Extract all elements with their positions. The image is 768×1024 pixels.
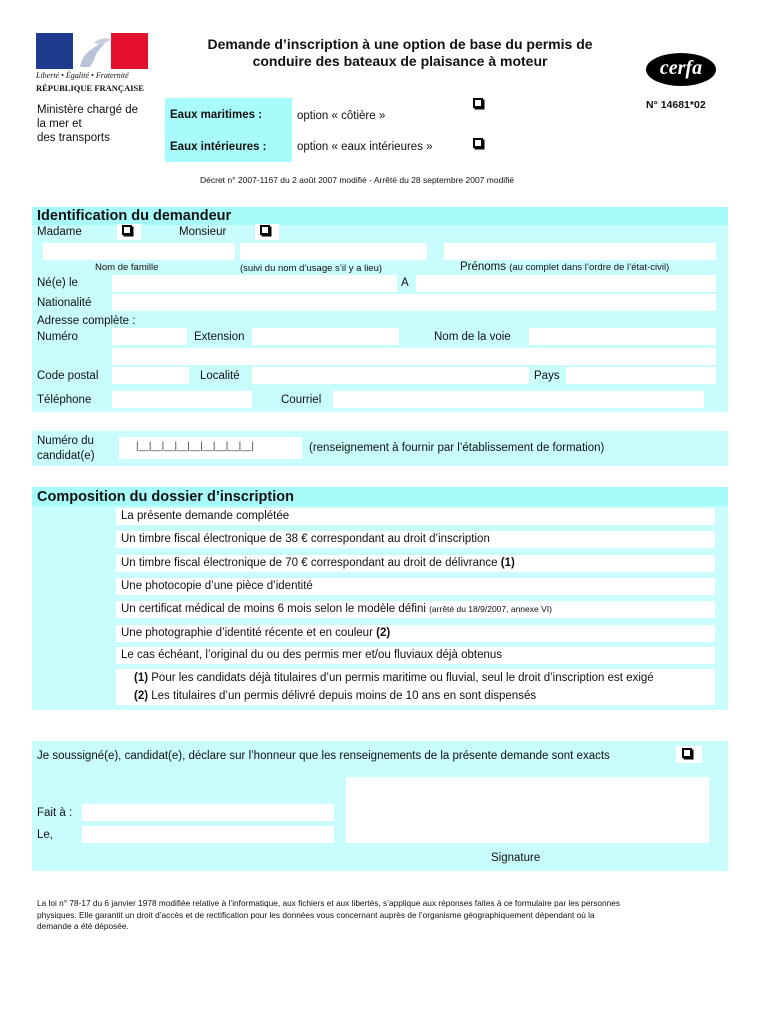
pays-input[interactable]: [566, 367, 716, 384]
dossier-item-text: Le cas échéant, l’original du ou des permis mer et/ou fluviaux déjà obtenus: [121, 649, 503, 661]
code-postal-input[interactable]: [112, 367, 189, 384]
privacy-notice: [37, 898, 727, 933]
nom-famille-label: Nom de famille: [95, 262, 159, 273]
declaration-checkbox[interactable]: [682, 748, 692, 758]
option-interieures-checkbox[interactable]: [473, 138, 483, 148]
dossier-title: Composition du dossier d’inscription: [37, 489, 294, 505]
nationalite-label: Nationalité: [37, 297, 92, 309]
declaration-text: Je soussigné(e), candidat(e), déclare sur l’honneur que les renseignements de la présente demande sont exacts: [37, 750, 610, 762]
telephone-input[interactable]: [112, 391, 252, 408]
note2-text: Les titulaires d’un permis délivré depuis moins de 10 ans en sont dispensés: [151, 690, 537, 702]
prenoms-label-text: Prénoms: [460, 261, 507, 273]
dossier-item-ref: (1): [500, 557, 515, 569]
note1-text: Pour les candidats déjà titulaires d’un permis maritime ou fluvial, seul le droit d’inscription est exigé: [151, 672, 654, 684]
dossier-item: [116, 578, 715, 595]
signature-label: Signature: [491, 852, 541, 864]
madame-checkbox[interactable]: [122, 225, 132, 235]
privacy-line1: La loi n° 78-17 du 6 janvier 1978 modifiée relative à l’informatique, aux fichiers et aux libertés, s’applique aux réponses faites à ce formulaire par les personnes: [37, 898, 621, 908]
note1-ref: (1): [134, 672, 149, 684]
decree-reference: Décret n° 2007-1167 du 2 août 2007 modifié - Arrêté du 28 septembre 2007 modifié: [200, 175, 515, 185]
dossier-item: [116, 508, 715, 525]
prenoms-label: [460, 261, 669, 273]
adresse-label: Adresse complète :: [37, 315, 136, 327]
le-label: Le,: [37, 829, 53, 841]
nom-famille-input[interactable]: [43, 243, 235, 260]
monsieur-checkbox[interactable]: [260, 225, 270, 235]
dossier-note-2: [134, 690, 536, 702]
dossier-item-text: Un timbre fiscal électronique de 70 € correspondant au droit de délivrance: [121, 557, 498, 569]
marianne-flag-icon: [36, 33, 148, 69]
ne-le-input[interactable]: [112, 275, 397, 292]
form-number: N° 14681*02: [646, 99, 706, 111]
lieu-naissance-input[interactable]: [416, 275, 716, 292]
option-cotiere-checkbox[interactable]: [473, 98, 483, 108]
option-cotiere-label: option « côtière »: [297, 110, 386, 122]
numero-input[interactable]: [112, 328, 187, 345]
localite-input[interactable]: [252, 367, 529, 384]
extension-label: Extension: [194, 331, 245, 343]
dossier-item-text: La présente demande complétée: [121, 510, 290, 522]
lieu-naissance-label: A: [401, 277, 409, 289]
privacy-line3: demande a été déposée.: [37, 921, 129, 931]
candidate-number-mask: |__|__|__|__|__|__|__|__|__|: [136, 441, 254, 452]
adresse-complement-input[interactable]: [112, 348, 716, 365]
nationalite-input[interactable]: [112, 294, 716, 311]
candidate-note: (renseignement à fournir par l’établissement de formation): [309, 442, 605, 454]
form-title: [160, 36, 640, 70]
monsieur-label: Monsieur: [179, 226, 227, 238]
extension-input[interactable]: [252, 328, 399, 345]
pays-label: Pays: [534, 370, 560, 382]
code-postal-label: Code postal: [37, 370, 99, 382]
privacy-line2: physiques. Elle garantit un droit d’accès et de rectification pour les données vous concernant auprès de l’organisme géographiquement dépendant où la: [37, 909, 595, 920]
date-input[interactable]: [82, 826, 334, 843]
candidate-label-line1: Numéro du: [37, 435, 94, 447]
numero-label: Numéro: [37, 331, 78, 343]
courriel-label: Courriel: [281, 394, 322, 406]
dossier-item-ref: (2): [376, 627, 391, 639]
form-title-line1: Demande d’inscription à une option de base du permis de: [207, 36, 593, 52]
identification-title: Identification du demandeur: [37, 208, 232, 224]
logo-motto: Liberté • Égalité • Fraternité: [36, 71, 129, 80]
ministry-line2: la mer et: [37, 118, 82, 130]
nom-usage-label: (suivi du nom d’usage s’il y a lieu): [240, 263, 383, 274]
dossier-item: [116, 531, 715, 548]
waters-interior-label: Eaux intérieures :: [170, 141, 267, 153]
nom-usage-input[interactable]: [240, 243, 427, 260]
fait-a-input[interactable]: [82, 804, 334, 821]
dossier-item: [116, 625, 715, 642]
nom-voie-input[interactable]: [529, 328, 716, 345]
dossier-item: [116, 647, 715, 664]
cerfa-logo-text: cerfa: [659, 57, 703, 79]
prenoms-note: (au complet dans l’ordre de l’état-civil): [509, 262, 670, 273]
dossier-note-1: [134, 672, 654, 684]
dossier-item-text: Une photographie d’identité récente et en couleur: [121, 627, 373, 639]
dossier-item-small: (arrêté du 18/9/2007, annexe VI): [429, 604, 552, 614]
ne-le-label: Né(e) le: [37, 277, 78, 289]
dossier-item-text: Une photocopie d’une pièce d’identité: [121, 580, 313, 592]
candidate-label-line2: candidat(e): [37, 450, 95, 462]
telephone-label: Téléphone: [37, 394, 92, 406]
fait-a-label: Fait à :: [37, 807, 73, 819]
dossier-item: [116, 555, 715, 572]
option-interieures-label: option « eaux intérieures »: [297, 141, 433, 153]
ministry-line3: des transports: [37, 132, 110, 144]
nom-voie-label: Nom de la voie: [434, 331, 511, 343]
courriel-input[interactable]: [333, 391, 704, 408]
cerfa-logo: [646, 53, 716, 86]
dossier-item: [116, 601, 715, 618]
form-title-line2: conduire des bateaux de plaisance à moteur: [252, 53, 548, 69]
dossier-item-text: Un certificat médical de moins 6 mois selon le modèle défini: [121, 603, 426, 615]
dossier-item-text: Un timbre fiscal électronique de 38 € correspondant au droit d’inscription: [121, 533, 490, 545]
madame-label: Madame: [37, 226, 82, 238]
logo-republic: RÉPUBLIQUE FRANÇAISE: [36, 83, 144, 93]
ministry-line1: Ministère chargé de: [37, 104, 138, 116]
waters-maritime-label: Eaux maritimes :: [170, 109, 263, 121]
prenoms-input[interactable]: [444, 243, 716, 260]
note2-ref: (2): [134, 690, 149, 702]
localite-label: Localité: [200, 370, 240, 382]
signature-box[interactable]: [346, 777, 709, 843]
republic-logo: [36, 33, 148, 97]
